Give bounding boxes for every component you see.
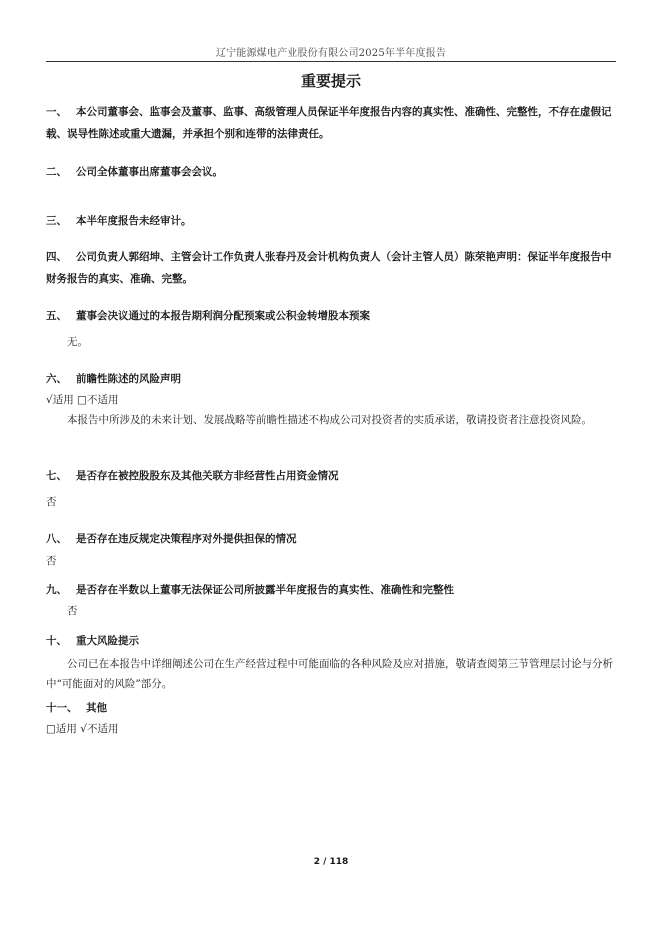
report-header: 辽宁能源煤电产业股份有限公司2025年半年度报告: [215, 48, 447, 59]
section-11: [46, 697, 618, 719]
section-7-answer: 否: [46, 496, 57, 508]
section-9: [46, 579, 618, 601]
section-text: 是否存在被控股股东及其他关联方非经营性占用资金情况: [76, 470, 339, 482]
section-number: 六、: [46, 373, 67, 385]
section-text: 本半年度报告未经审计。: [76, 215, 192, 227]
section-8-answer: 否: [46, 555, 57, 567]
section-10-statement: 公司已在本报告中详细阐述公司在生产经营过程中可能面临的各种风险及应对措施，敬请查阅第三节管理层讨论与分析中“可能面对的风险”部分。: [46, 658, 613, 690]
section-5-answer: 无。: [67, 336, 88, 348]
section-6: [46, 368, 618, 390]
section-7: [46, 465, 618, 487]
section-8: [46, 528, 618, 550]
section-number: 三、: [46, 215, 67, 227]
section-text: 董事会决议通过的本报告期利润分配预案或公积金转增股本预案: [76, 310, 370, 322]
section-number: 二、: [46, 166, 67, 178]
section-text: 是否存在半数以上董事无法保证公司所披露半年度报告的真实性、准确性和完整性: [76, 584, 454, 596]
section-number: 十一、: [46, 702, 78, 714]
section-number: 十、: [46, 635, 67, 647]
section-11-applicability: □适用 √不适用: [46, 723, 119, 735]
section-text: 公司全体董事出席董事会会议。: [76, 166, 223, 178]
section-4: [46, 246, 618, 290]
section-6-statement: 本报告中所涉及的未来计划、发展战略等前瞻性描述不构成公司对投资者的实质承诺，敬请投资者注意投资风险。: [67, 414, 592, 426]
section-text: 其他: [86, 702, 107, 714]
section-5: [46, 305, 618, 327]
section-text: 是否存在违反规定决策程序对外提供担保的情况: [76, 533, 297, 545]
section-3: [46, 210, 618, 232]
page-title: 重要提示: [300, 72, 361, 90]
section-number: 四、: [46, 251, 67, 263]
section-text: 本公司董事会、监事会及董事、监事、高级管理人员保证半年度报告内容的真实性、准确性、完整性，不存在虚假记载、误导性陈述或重大遗漏，并承担个别和连带的法律责任。: [46, 106, 612, 140]
section-2: [46, 161, 618, 183]
section-10: [46, 630, 618, 652]
section-number: 七、: [46, 470, 67, 482]
page-number: 2 / 118: [313, 857, 349, 867]
section-text: 前瞻性陈述的风险声明: [76, 373, 181, 385]
section-text: 公司负责人郭绍坤、主管会计工作负责人张春丹及会计机构负责人（会计主管人员）陈荣艳声明：保证半年度报告中财务报告的真实、准确、完整。: [46, 251, 612, 285]
section-number: 五、: [46, 310, 67, 322]
section-1: [46, 101, 618, 145]
section-6-applicability: √适用 □不适用: [46, 394, 119, 406]
section-9-answer: 否: [67, 605, 78, 617]
section-number: 八、: [46, 533, 67, 545]
header-divider: [46, 61, 616, 62]
section-number: 一、: [46, 106, 67, 118]
section-text: 重大风险提示: [76, 635, 139, 647]
section-number: 九、: [46, 584, 67, 596]
